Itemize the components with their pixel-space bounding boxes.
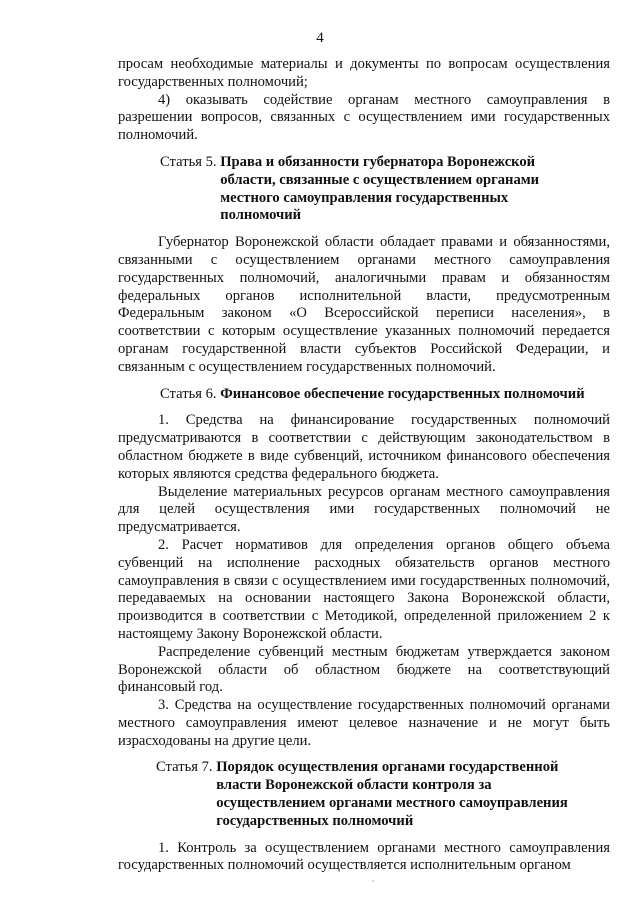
article-5-heading (118, 154, 610, 225)
article-6-paragraph-5: 3. Средства на осуществление государственных полномочий органами местного самоуправления имеют целевое назначение и не могут быть израсходованы на другие цели. (118, 697, 610, 749)
article-5-paragraph: Губернатор Воронежской области обладает правами и обязанностями, связанными с осуществлением органами местного самоуправления государственных полномочий, аналогичными правам и обязанностям федеральных органов исполнительной власти, предусмотренным Федеральным законом «О Всероссийской переписи населения», в соответствии с которым осуществление указанных полномочий передается органам государственной власти субъектов Российской Федерации, и связанным с осуществлением государственных полномочий. (118, 234, 610, 375)
article-5-title: Права и обязанности губернатора Воронежской области, связанные с осуществлением органами местного самоуправления государственных полномочий (220, 153, 540, 224)
article-6-title: Финансовое обеспечение государственных полномочий (220, 385, 585, 402)
scan-speck (372, 880, 374, 882)
article-7-paragraph-1: 1. Контроль за осуществлением органами местного самоуправления государственных полномочий осуществляется исполнительным органом (118, 839, 610, 874)
article-6-paragraph-4: Распределение субвенций местным бюджетам утверждается законом Воронежской области об областном бюджете на соответствующий финансовый год. (118, 643, 610, 696)
paragraph-continuation: просам необходимые материалы и документы по вопросам осуществления государственных полномочий; (118, 56, 610, 90)
article-5-number: Статья 5. (160, 153, 217, 170)
article-7-heading (118, 759, 610, 830)
article-6-heading (118, 386, 610, 404)
article-6-paragraph-3: 2. Расчет нормативов для определения органов общего объема субвенций на исполнение расходных обязательств органов местного самоуправления в связи с осуществлением ими государственных полномочий, передаваемых на основании настоящего Закона Воронежской области, производится в соответствии с Методикой, определенной приложением 2 к настоящему Закону Воронежской области. (118, 536, 610, 642)
paragraph-item-4: 4) оказывать содействие органам местного самоуправления в разрешении вопросов, связанных с осуществлением ими государственных полномочий. (118, 91, 610, 144)
article-7-number: Статья 7. (156, 759, 213, 776)
article-6-paragraph-1: 1. Средства на финансирование государственных полномочий предусматриваются в соответствии с действующим законодательством в областном бюджете в виде субвенций, источником финансового обеспечения которых являются средства федерального бюджета. (118, 412, 610, 482)
article-7-title: Порядок осуществления органами государственной власти Воронежской области контроля за осуществлением органами местного самоуправления государственных полномочий (216, 759, 568, 829)
article-6-number: Статья 6. (160, 385, 217, 402)
document-body (118, 56, 610, 875)
page-number: 4 (316, 30, 324, 46)
article-6-paragraph-2: Выделение материальных ресурсов органам местного самоуправления для целей осуществления ими государственных полномочий не предусматривается. (118, 483, 610, 536)
